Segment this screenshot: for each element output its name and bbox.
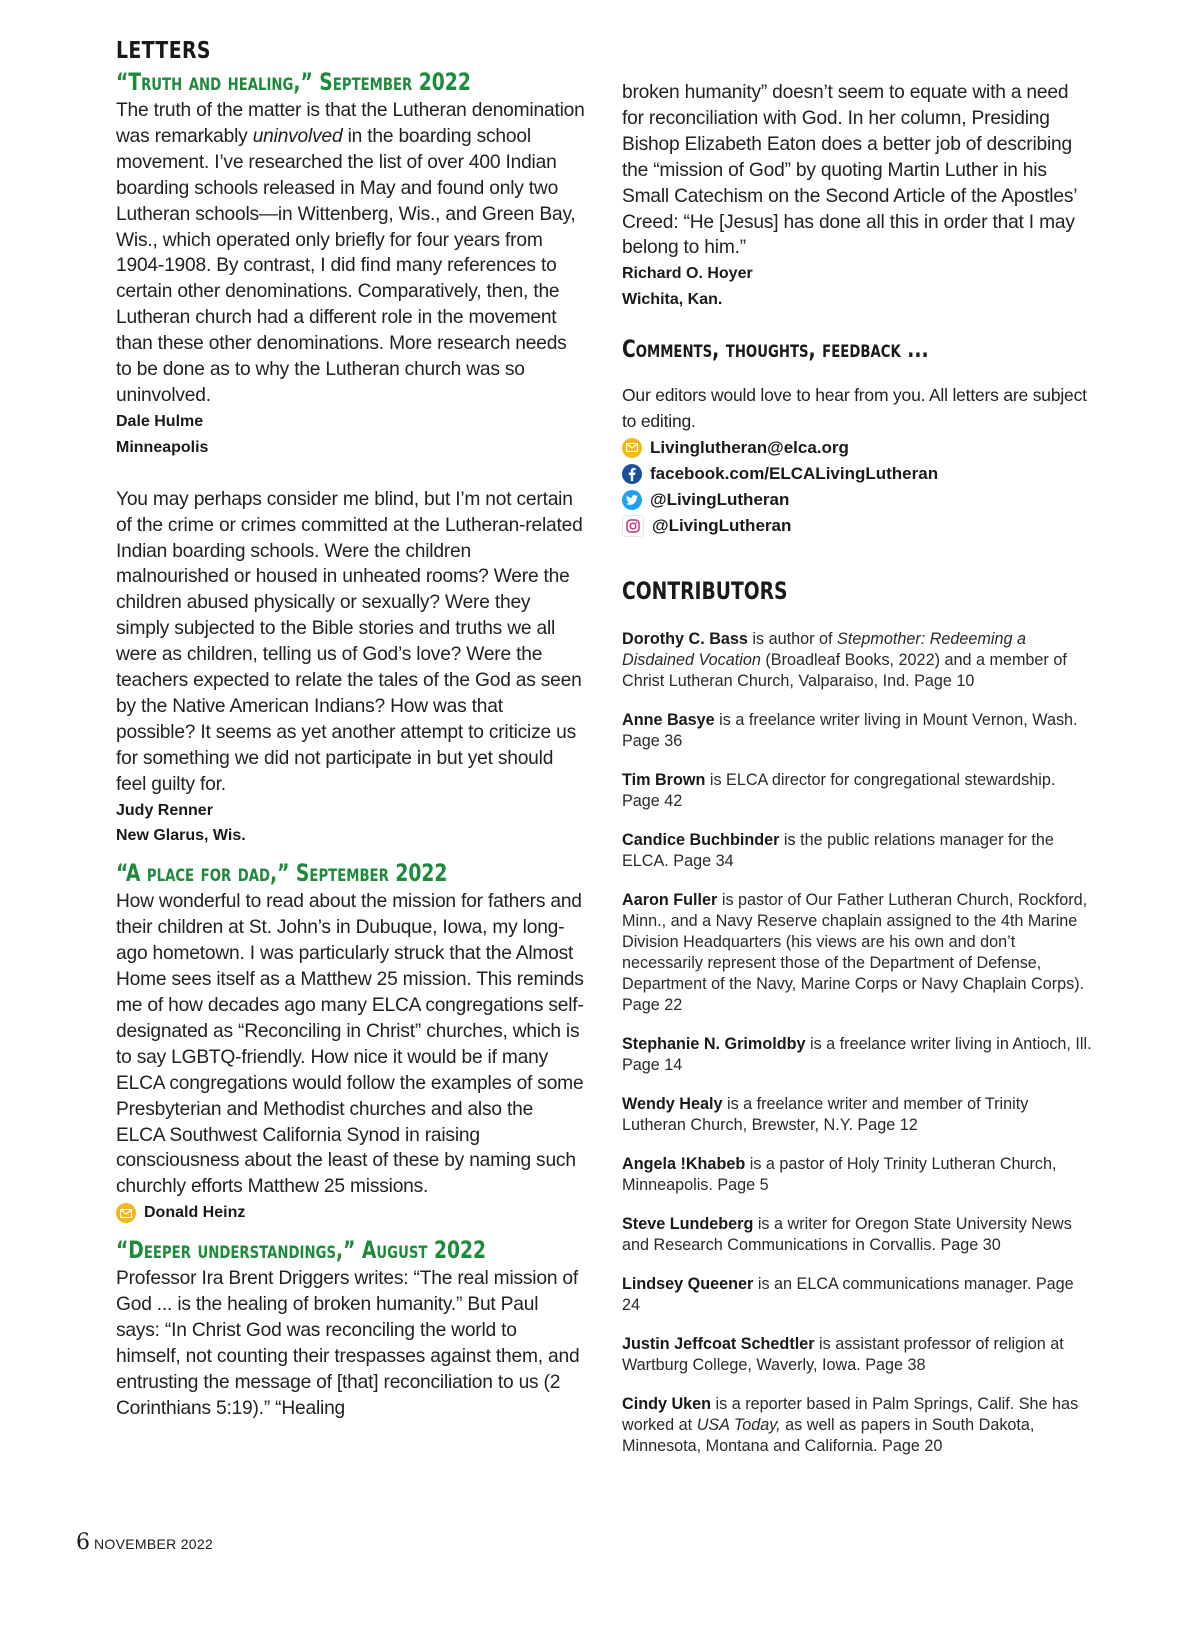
letter-place: Wichita, Kan. <box>622 291 723 309</box>
contributor-entry: Justin Jeffcoat Schedtler is assistant professor of religion at Wartburg College, Waverly, Iowa. Page 38 <box>622 1334 1064 1374</box>
email-icon <box>622 438 642 458</box>
letter-author: Richard O. Hoyer <box>622 265 753 283</box>
letter-author: Dale Hulme <box>116 412 204 430</box>
letter-signature-heinz <box>116 1200 586 1226</box>
contributor-entry: Stephanie N. Grimoldby is a freelance writer living in Antioch, Ill. Page 14 <box>622 1034 1092 1074</box>
letter-author: Donald Heinz <box>144 1204 246 1222</box>
letter-author: Judy Renner <box>116 801 213 819</box>
right-column <box>622 80 1092 1475</box>
email-link[interactable]: Livinglutheran@elca.org <box>650 437 849 457</box>
contributor-entry: Aaron Fuller is pastor of Our Father Lutheran Church, Rockford, Minn., and a Navy Reserve chaplain assigned to the 4th Marine Division Headquarters (his views are his own and don’t necessarily represent those of the Department of Defense, Department of the Navy, Marine Corps or Navy Chaplain Corps). Page 22 <box>622 890 1088 1014</box>
letter-body-renner: You may perhaps consider me blind, but I’m not certain of the crime or crimes committed at the Lutheran-related Indian boarding schools. Were the children malnourished or housed in unheated rooms? Were the children abused physically or sexually? Were they simply subjected to the Bible stories and truths we all were as children, telling us of God’s love? Were the teachers expected to relate the tales of the God as seen by the Native American Indians? How was that possible? It seems as yet another attempt to criticize us for something we did not participate in but yet should feel guilty for. <box>116 488 583 795</box>
page-footer <box>76 1530 213 1555</box>
contributor-entry: Lindsey Queener is an ELCA communications manager. Page 24 <box>622 1274 1074 1314</box>
letter-heading-truth-healing: “Truth and healing,” September 2022 <box>116 68 471 96</box>
contributor-entry: Cindy Uken is a reporter based in Palm Springs, Calif. She has worked at USA Today, as well as papers in South Dakota, Minnesota, Montana and California. Page 20 <box>622 1394 1079 1455</box>
section-title: LETTERS <box>116 38 211 64</box>
contact-twitter[interactable] <box>622 487 1092 513</box>
letter-body-hoyer-part2: broken humanity” doesn’t seem to equate with a need for reconciliation with God. In her column, Presiding Bishop Elizabeth Eaton does a better job of describing the “mission of God” by quoting Martin Luther in his Small Catechism on the Second Article of the Apostles’ Creed: “He [Jesus] has done all this in order that I may belong to him.” <box>622 82 1077 259</box>
contact-facebook[interactable] <box>622 461 1092 487</box>
letter-heading-place-for-dad: “A place for dad,” September 2022 <box>116 859 448 888</box>
instagram-icon <box>622 515 644 537</box>
contributor-entry: Angela !Khabeb is a pastor of Holy Trinity Lutheran Church, Minneapolis. Page 5 <box>622 1154 1057 1194</box>
letter-place: Minneapolis <box>116 438 209 456</box>
contributor-entry: Wendy Healy is a freelance writer and member of Trinity Lutheran Church, Brewster, N.Y. Page 12 <box>622 1094 1029 1134</box>
contributor-entry: Steve Lundeberg is a writer for Oregon State University News and Research Communications in Corvallis. Page 30 <box>622 1214 1072 1254</box>
twitter-link[interactable]: @LivingLutheran <box>650 489 790 509</box>
email-icon <box>116 1203 136 1223</box>
contributor-entry: Tim Brown is ELCA director for congregational stewardship. Page 42 <box>622 770 1056 810</box>
contact-email[interactable] <box>622 435 1092 461</box>
letter-place: New Glarus, Wis. <box>116 827 246 845</box>
page-number: 6 <box>76 1530 90 1555</box>
letter-body-heinz: How wonderful to read about the mission for fathers and their children at St. John’s in Dubuque, Iowa, my long-ago hometown. I was particularly struck that the Almost Home sees itself as a Matthew 25 mission. This reminds me of how decades ago many ELCA congregations self-designated as “Reconciling in Christ” churches, which is to say LGBTQ-friendly. How nice it would be if many ELCA congregations would follow the examples of some Presbyterian and Methodist churches and also the ELCA Southwest California Synod in raising consciousness about the least of these by naming such churchly efforts Matthew 25 missions. <box>116 891 584 1198</box>
instagram-link[interactable]: @LivingLutheran <box>652 515 792 535</box>
comments-intro: Our editors would love to hear from you. All letters are subject to editing. <box>622 385 1087 432</box>
contributors-heading: CONTRIBUTORS <box>622 576 788 605</box>
contributor-entry: Anne Basye is a freelance writer living in Mount Vernon, Wash. Page 36 <box>622 710 1078 750</box>
contributors-list <box>622 629 1092 1457</box>
contributor-entry: Dorothy C. Bass is author of Stepmother: Redeeming a Disdained Vocation (Broadleaf Books, 2022) and a member of Christ Lutheran Church, Valparaiso, Ind. Page 10 <box>622 629 1067 690</box>
facebook-icon <box>622 464 642 484</box>
twitter-icon <box>622 490 642 510</box>
letter-heading-deeper-understandings: “Deeper understandings,” August 2022 <box>116 1236 487 1265</box>
issue-date: NOVEMBER 2022 <box>94 1536 214 1552</box>
left-column <box>116 38 586 1422</box>
contributor-entry: Candice Buchbinder is the public relations manager for the ELCA. Page 34 <box>622 830 1054 870</box>
facebook-link[interactable]: facebook.com/ELCALivingLutheran <box>650 463 939 483</box>
letter-body-hulme: The truth of the matter is that the Lutheran denomination was remarkably uninvolved in the boarding school movement. I’ve researched the list of over 400 Indian boarding schools released in May and found only two Lutheran schools—in Wittenberg, Wis., and Green Bay, Wis., which operated only briefly for four years from 1904-1908. By contrast, I did find many references to certain other denominations. Comparatively, then, the Lutheran church had a different role in the movement than these other denominations. More research needs to be done as to why the Lutheran church was so uninvolved. <box>116 100 585 406</box>
contact-instagram[interactable] <box>622 513 1092 539</box>
comments-heading: Comments, thoughts, feedback ... <box>622 335 929 364</box>
letter-body-hoyer-part1: Professor Ira Brent Driggers writes: “The real mission of God ... is the healing of broken humanity.” But Paul says: “In Christ God was reconciling the world to himself, not counting their trespasses against them, and entrusting the message of [that] reconciliation to us (2 Corinthians 5:19).” “Healing <box>116 1268 580 1419</box>
